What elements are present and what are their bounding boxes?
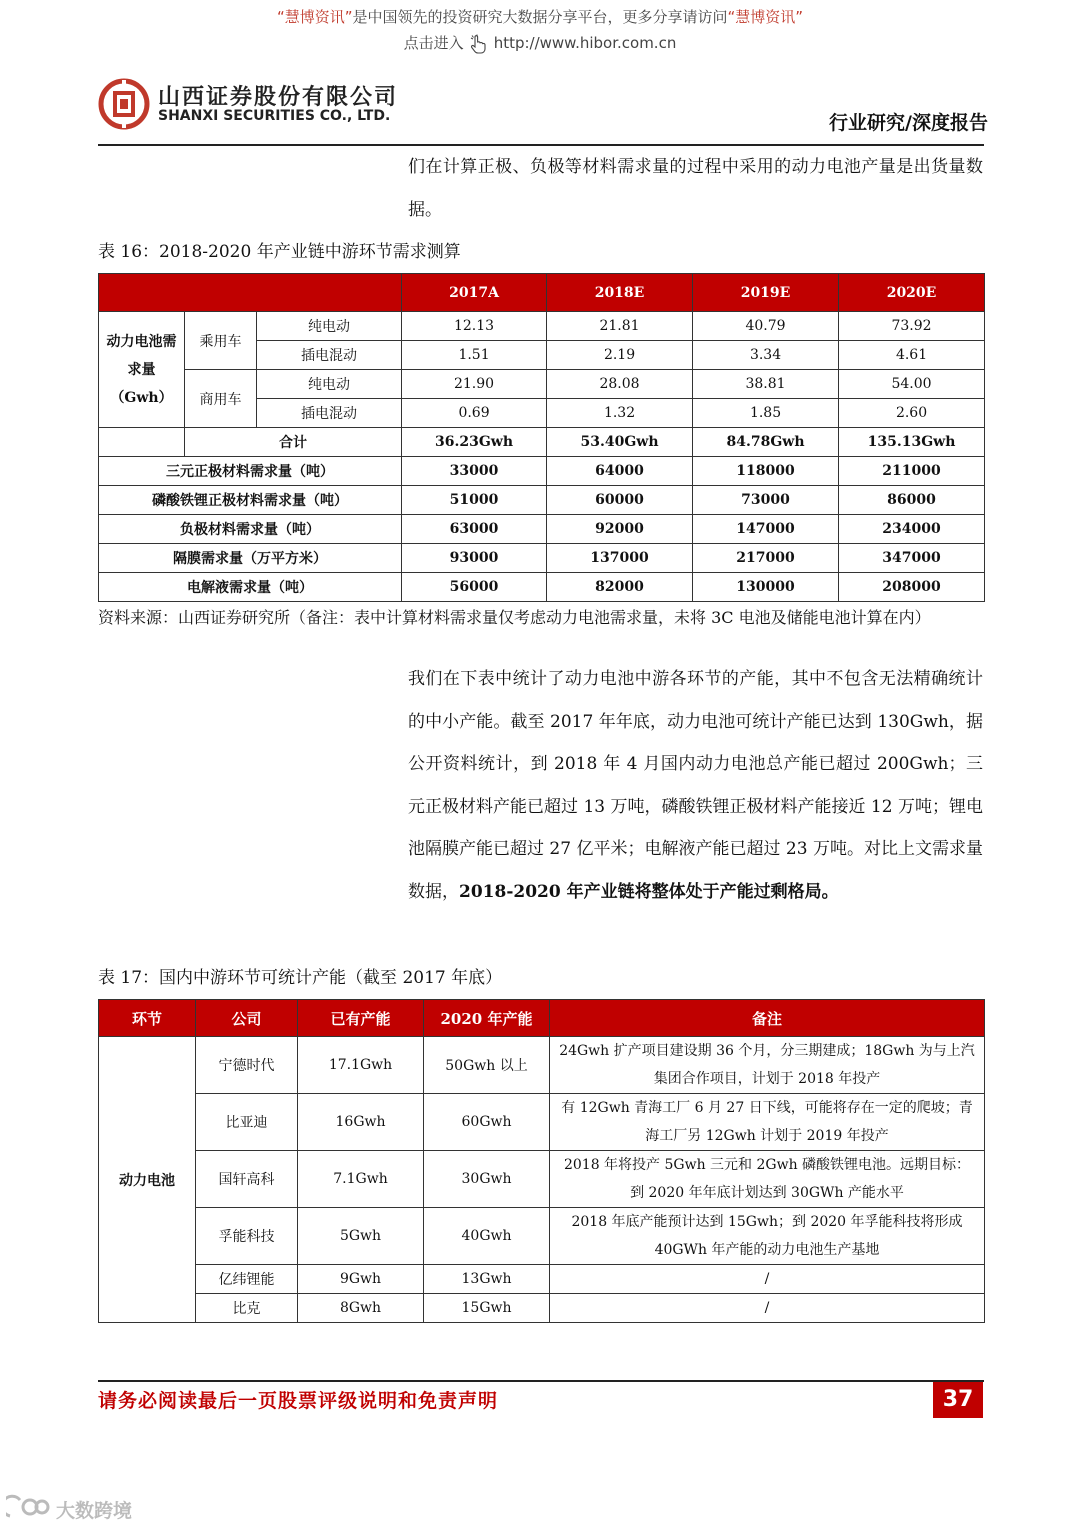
table-cell: 36.23Gwh [402, 428, 547, 457]
table-cell: 135.13Gwh [839, 428, 985, 457]
pure-ev-label: 纯电动 [257, 370, 402, 399]
table-cell: 8Gwh [298, 1294, 424, 1323]
table-cell: 3.34 [693, 341, 839, 370]
table-cell: 13Gwh [424, 1265, 550, 1294]
table-cell: 73000 [693, 486, 839, 515]
table-cell: 211000 [839, 457, 985, 486]
material-row [99, 544, 985, 573]
paragraph-2-conclusion: 2018-2020 年产业链将整体处于产能过剩格局。 [459, 881, 839, 902]
table-cell: 2.60 [839, 399, 985, 428]
note-cell: 2018 年底产能预计达到 15Gwh；到 2020 年孚能科技将形成 40GWh 年产能的动力电池生产基地 [550, 1208, 985, 1265]
table-cell: 93000 [402, 544, 547, 573]
material-label: 负极材料需求量（吨） [99, 515, 402, 544]
table-header-row [99, 1000, 985, 1037]
banner-text: 是中国领先的投资研究大数据分享平台，更多分享请访问 [352, 8, 728, 26]
company-cell: 比亚迪 [196, 1094, 298, 1151]
table-cell: 51000 [402, 486, 547, 515]
table-cell: 21.81 [547, 312, 693, 341]
table-cell: 1.85 [693, 399, 839, 428]
shanxi-securities-logo-icon [98, 78, 150, 130]
material-label: 电解液需求量（吨） [99, 573, 402, 602]
table-cell: 33000 [402, 457, 547, 486]
note-cell: / [550, 1294, 985, 1323]
click-enter-label[interactable]: 点击进入 [403, 34, 464, 52]
table-cell: 15Gwh [424, 1294, 550, 1323]
table-cell: 1.51 [402, 341, 547, 370]
material-row [99, 457, 985, 486]
table-row [99, 1294, 985, 1323]
table-cell: 2.19 [547, 341, 693, 370]
table-cell: 28.08 [547, 370, 693, 399]
table-row [99, 1151, 985, 1208]
company-name-cn: 山西证券股份有限公司 [158, 85, 399, 110]
material-row [99, 515, 985, 544]
total-row [99, 428, 985, 457]
table-cell: 217000 [693, 544, 839, 573]
table-cell: 40Gwh [424, 1208, 550, 1265]
year-header: 2019E [693, 274, 839, 312]
table-cell: 234000 [839, 515, 985, 544]
company-logo [98, 78, 398, 134]
table-cell: 118000 [693, 457, 839, 486]
table-cell: 0.69 [402, 399, 547, 428]
table-cell: 64000 [547, 457, 693, 486]
commercial-vehicle-label: 商用车 [185, 370, 257, 428]
table-row [99, 1094, 985, 1151]
note-cell: 24Gwh 扩产项目建设期 36 个月，分三期建成；18Gwh 为与上汽集团合作项目，计划于 2018 年投产 [550, 1037, 985, 1094]
table16-source-note: 资料来源：山西证券研究所（备注：表中计算材料需求量仅考虑动力电池需求量，未将 3C 电池及储能电池计算在内） [98, 608, 931, 627]
banner-brand-2[interactable]: “慧博资讯” [727, 8, 804, 26]
table-cell: 53.40Gwh [547, 428, 693, 457]
column-header: 备注 [550, 1000, 985, 1037]
year-header: 2020E [839, 274, 985, 312]
report-type-label: 行业研究/深度报告 [829, 112, 988, 134]
table-cell: 137000 [547, 544, 693, 573]
note-cell: 有 12Gwh 青海工厂 6 月 27 日下线，可能将存在一定的爬坡；青海工厂另 12Gwh 计划于 2019 年投产 [550, 1094, 985, 1151]
table-cell: 12.13 [402, 312, 547, 341]
watermark-text: 大数跨境 [56, 1500, 133, 1522]
year-header: 2017A [402, 274, 547, 312]
note-cell: / [550, 1265, 985, 1294]
table-cell: 16Gwh [298, 1094, 424, 1151]
battery-demand-label: 动力电池需求量（Gwh） [99, 312, 185, 428]
table-cell: 84.78Gwh [693, 428, 839, 457]
table-cell: 54.00 [839, 370, 985, 399]
table-cell: 86000 [839, 486, 985, 515]
table-cell: 9Gwh [298, 1265, 424, 1294]
phev-label: 插电混动 [257, 341, 402, 370]
page-number: 37 [933, 1382, 983, 1418]
total-label: 合计 [185, 428, 402, 457]
phev-label: 插电混动 [257, 399, 402, 428]
company-cell: 比克 [196, 1294, 298, 1323]
table-row [99, 1208, 985, 1265]
table17-caption: 表 17：国内中游环节可统计产能（截至 2017 年底） [98, 968, 503, 988]
table-cell: 38.81 [693, 370, 839, 399]
table-cell: 1.32 [547, 399, 693, 428]
column-header: 公司 [196, 1000, 298, 1037]
passenger-car-label: 乘用车 [185, 312, 257, 370]
column-header: 已有产能 [298, 1000, 424, 1037]
table-cell: 92000 [547, 515, 693, 544]
table-cell: 40.79 [693, 312, 839, 341]
demand-table [98, 273, 985, 602]
table-cell: 60Gwh [424, 1094, 550, 1151]
banner-line [0, 6, 1080, 28]
table-cell: 82000 [547, 573, 693, 602]
table-cell: 7.1Gwh [298, 1151, 424, 1208]
company-cell: 国轩高科 [196, 1151, 298, 1208]
company-name-en: SHANXI SECURITIES CO., LTD. [158, 108, 391, 124]
banner-brand[interactable]: “慧博资讯” [276, 8, 353, 26]
company-cell: 亿纬锂能 [196, 1265, 298, 1294]
table-cell: 73.92 [839, 312, 985, 341]
table-cell: 147000 [693, 515, 839, 544]
note-cell: 2018 年将投产 5Gwh 三元和 2Gwh 磷酸铁锂电池。远期目标：到 2020 年年底计划达到 30GWh 产能水平 [550, 1151, 985, 1208]
material-row [99, 486, 985, 515]
table-cell: 130000 [693, 573, 839, 602]
table-row [99, 1265, 985, 1294]
top-banner [0, 6, 1080, 54]
header-blank [99, 274, 402, 312]
category-label: 动力电池 [99, 1037, 196, 1323]
paragraph-2-text: 我们在下表中统计了动力电池中游各环节的产能，其中不包含无法精确统计的中小产能。截至 2017 年年底，动力电池可统计产能已达到 130Gwh，据公开资料统计，到 2018 年 4 月国内动力电池总产能已超过 200Gwh；三元正极材料产能已超过 13 万吨，磷酸铁锂正极材料产能接近 12 万吨；锂电池隔膜产能已超过 27 亿平米；电解液产能已超过 23 万吨。对比上文需求量数据， [408, 669, 983, 902]
material-label: 三元正极材料需求量（吨） [99, 457, 402, 486]
column-header: 环节 [99, 1000, 196, 1037]
year-header: 2018E [547, 274, 693, 312]
table-cell: 63000 [402, 515, 547, 544]
material-row [99, 573, 985, 602]
pointer-hand-icon [468, 34, 488, 54]
banner-link-line [0, 32, 1080, 54]
company-cell: 孚能科技 [196, 1208, 298, 1265]
watermark [6, 1492, 166, 1522]
material-label: 磷酸铁锂正极材料需求量（吨） [99, 486, 402, 515]
table-cell: 347000 [839, 544, 985, 573]
table-cell: 56000 [402, 573, 547, 602]
table-row [99, 1037, 985, 1094]
disclaimer-text: 请务必阅读最后一页股票评级说明和免责声明 [98, 1390, 499, 1412]
table-cell: 5Gwh [298, 1208, 424, 1265]
column-header: 2020 年产能 [424, 1000, 550, 1037]
table-row [99, 370, 985, 399]
material-label: 隔膜需求量（万平方米） [99, 544, 402, 573]
table-cell: 21.90 [402, 370, 547, 399]
hibor-url-link[interactable]: http://www.hibor.com.cn [493, 34, 677, 52]
pure-ev-label: 纯电动 [257, 312, 402, 341]
capacity-table [98, 999, 985, 1323]
paragraph-1: 们在计算正极、负极等材料需求量的过程中采用的动力电池产量是出货量数据。 [408, 157, 983, 220]
company-cell: 宁德时代 [196, 1037, 298, 1094]
table16-caption: 表 16：2018-2020 年产业链中游环节需求测算 [98, 242, 461, 262]
blank-cell [99, 428, 185, 457]
paragraph-2 [408, 658, 983, 913]
table-cell: 60000 [547, 486, 693, 515]
footer-divider [98, 1380, 984, 1382]
table-header-row [99, 274, 985, 312]
table-cell: 30Gwh [424, 1151, 550, 1208]
watermark-logo-icon [6, 1494, 50, 1520]
table-cell: 50Gwh 以上 [424, 1037, 550, 1094]
table-cell: 4.61 [839, 341, 985, 370]
table-cell: 208000 [839, 573, 985, 602]
table-row [99, 312, 985, 341]
table-cell: 17.1Gwh [298, 1037, 424, 1094]
